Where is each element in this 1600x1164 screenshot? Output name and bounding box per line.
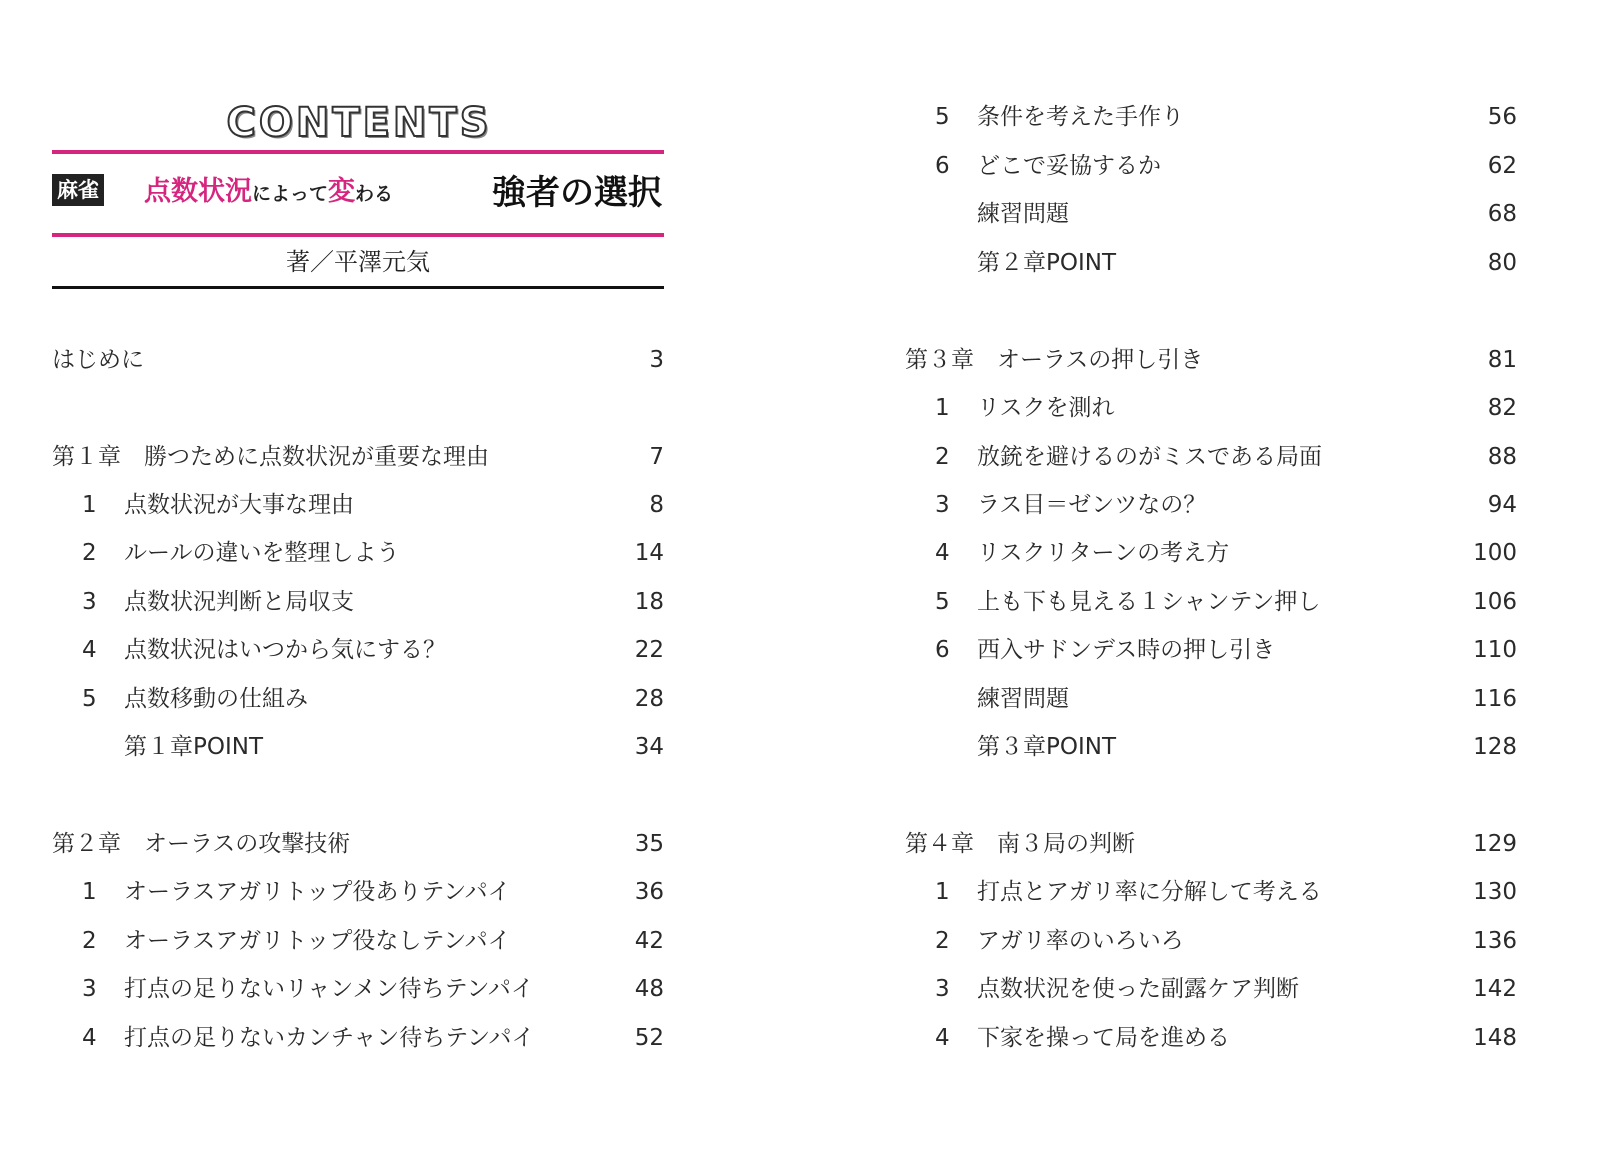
toc-label: 第４章 南３局の判断 xyxy=(905,831,1135,857)
toc-label: 下家を操って局を進める xyxy=(977,1025,1230,1051)
toc-page: 110 xyxy=(1473,637,1517,663)
toc-entry[interactable] xyxy=(82,923,664,959)
toc-page: 62 xyxy=(1487,153,1517,179)
toc-label: 西入サドンデス時の押し引き xyxy=(977,637,1276,663)
subtitle-part: わる xyxy=(355,183,394,205)
subtitle-part: 変 xyxy=(328,176,356,207)
toc-label: オーラスアガリトップ役ありテンパイ xyxy=(124,879,511,905)
toc-number: 3 xyxy=(935,976,950,1002)
toc-entry[interactable] xyxy=(82,1020,664,1056)
toc-page: 14 xyxy=(634,540,664,566)
toc-page: 148 xyxy=(1473,1025,1517,1051)
toc-entry[interactable] xyxy=(935,487,1517,523)
toc-page: 36 xyxy=(634,879,664,905)
toc-label: リスクを測れ xyxy=(977,395,1115,421)
toc-label: 点数状況が大事な理由 xyxy=(124,492,354,518)
toc-entry[interactable] xyxy=(935,632,1517,668)
toc-number: 5 xyxy=(935,589,950,615)
toc-number: 2 xyxy=(935,928,950,954)
toc-number: 2 xyxy=(82,928,97,954)
toc-label: 練習問題 xyxy=(977,201,1069,227)
toc-label: 点数状況はいつから気にする？ xyxy=(124,637,446,663)
toc-entry[interactable] xyxy=(82,729,664,765)
toc-page: 35 xyxy=(634,831,664,857)
toc-number: 3 xyxy=(935,492,950,518)
toc-label: 条件を考えた手作り xyxy=(977,104,1184,130)
toc-chapter-heading[interactable] xyxy=(905,342,1517,378)
toc-page: 81 xyxy=(1487,347,1517,373)
toc-page: 136 xyxy=(1473,928,1517,954)
toc-page: 8 xyxy=(649,492,664,518)
toc-entry[interactable] xyxy=(935,439,1517,475)
book-title-row xyxy=(52,168,664,220)
toc-entry[interactable] xyxy=(935,923,1517,959)
toc-label: ルールの違いを整理しよう xyxy=(124,540,400,566)
toc-page: 80 xyxy=(1487,250,1517,276)
toc-chapter-heading[interactable] xyxy=(52,826,664,862)
toc-number: 2 xyxy=(82,540,97,566)
toc-entry[interactable] xyxy=(82,971,664,1007)
book-main-title: 強者の選択 xyxy=(492,173,662,213)
toc-label: アガリ率のいろいろ xyxy=(977,928,1184,954)
toc-page: 7 xyxy=(649,444,664,470)
toc-page: 128 xyxy=(1473,734,1517,760)
toc-page: 22 xyxy=(634,637,664,663)
toc-entry[interactable] xyxy=(935,681,1517,717)
toc-entry[interactable] xyxy=(935,196,1517,232)
toc-page: 82 xyxy=(1487,395,1517,421)
mahjong-badge: 麻雀 xyxy=(52,174,104,206)
pink-rule-top xyxy=(52,150,664,154)
toc-number: 4 xyxy=(82,1025,97,1051)
toc-number: 1 xyxy=(82,879,97,905)
toc-entry[interactable] xyxy=(935,971,1517,1007)
toc-entry[interactable] xyxy=(82,874,664,910)
toc-number: 1 xyxy=(82,492,97,518)
toc-number: 4 xyxy=(935,1025,950,1051)
toc-page: 3 xyxy=(649,347,664,373)
toc-entry[interactable] xyxy=(82,681,664,717)
toc-number: 6 xyxy=(935,637,950,663)
toc-number: 5 xyxy=(935,104,950,130)
toc-page: 88 xyxy=(1487,444,1517,470)
toc-number: 3 xyxy=(82,976,97,1002)
toc-page: 68 xyxy=(1487,201,1517,227)
toc-number: 1 xyxy=(935,395,950,421)
toc-label: 点数状況を使った副露ケア判断 xyxy=(977,976,1299,1002)
toc-page: 48 xyxy=(634,976,664,1002)
toc-page: 129 xyxy=(1473,831,1517,857)
toc-page: 34 xyxy=(634,734,664,760)
toc-number: 4 xyxy=(935,540,950,566)
toc-label: はじめに xyxy=(52,347,144,373)
toc-entry[interactable] xyxy=(935,535,1517,571)
toc-page: 130 xyxy=(1473,879,1517,905)
toc-entry[interactable] xyxy=(935,390,1517,426)
toc-label: 放銃を避けるのがミスである局面 xyxy=(977,444,1322,470)
toc-number: 4 xyxy=(82,637,97,663)
book-subtitle xyxy=(144,172,393,215)
contents-heading: CONTENTS xyxy=(226,100,492,146)
toc-label: 点数移動の仕組み xyxy=(124,686,308,712)
toc-label: ラス目＝ゼンツなの？ xyxy=(977,492,1207,518)
black-rule xyxy=(52,286,664,289)
toc-page: 18 xyxy=(634,589,664,615)
toc-entry[interactable] xyxy=(82,487,664,523)
toc-label: 練習問題 xyxy=(977,686,1069,712)
toc-entry[interactable] xyxy=(935,245,1517,281)
toc-label: 打点とアガリ率に分解して考える xyxy=(977,879,1322,905)
toc-label: どこで妥協するか xyxy=(977,153,1161,179)
subtitle-part: によって xyxy=(252,183,329,205)
toc-chapter-heading[interactable] xyxy=(52,439,664,475)
toc-entry-intro[interactable] xyxy=(52,342,664,378)
toc-number: 1 xyxy=(935,879,950,905)
toc-label: 第２章POINT xyxy=(977,250,1117,276)
toc-entry[interactable] xyxy=(82,535,664,571)
toc-page: 42 xyxy=(634,928,664,954)
toc-page: 28 xyxy=(634,686,664,712)
toc-label: 第３章POINT xyxy=(977,734,1117,760)
pink-rule-bottom xyxy=(52,233,664,237)
toc-entry[interactable] xyxy=(935,584,1517,620)
toc-entry[interactable] xyxy=(82,632,664,668)
toc-page: 142 xyxy=(1473,976,1517,1002)
toc-page: 106 xyxy=(1473,589,1517,615)
toc-entry[interactable] xyxy=(935,148,1517,184)
toc-label: オーラスアガリトップ役なしテンパイ xyxy=(124,928,511,954)
toc-entry[interactable] xyxy=(935,1020,1517,1056)
toc-page: 52 xyxy=(634,1025,664,1051)
toc-label: 点数状況判断と局収支 xyxy=(124,589,354,615)
subtitle-part: 点数状況 xyxy=(144,176,252,207)
toc-label: 上も下も見える１シャンテン押し xyxy=(977,589,1321,615)
toc-page: 116 xyxy=(1473,686,1517,712)
toc-number: 2 xyxy=(935,444,950,470)
toc-page: 56 xyxy=(1487,104,1517,130)
toc-label: 第１章 勝つために点数状況が重要な理由 xyxy=(52,444,489,470)
toc-label: 第１章POINT xyxy=(124,734,264,760)
toc-label: 打点の足りないリャンメン待ちテンパイ xyxy=(124,976,534,1002)
toc-label: 第２章 オーラスの攻撃技術 xyxy=(52,831,351,857)
toc-page: 100 xyxy=(1473,540,1517,566)
toc-chapter-heading[interactable] xyxy=(905,826,1517,862)
toc-entry[interactable] xyxy=(935,874,1517,910)
toc-number: 6 xyxy=(935,153,950,179)
toc-entry[interactable] xyxy=(82,584,664,620)
toc-entry[interactable] xyxy=(935,99,1517,135)
toc-number: 3 xyxy=(82,589,97,615)
toc-label: リスクリターンの考え方 xyxy=(977,540,1230,566)
toc-entry[interactable] xyxy=(935,729,1517,765)
author-credit: 著／平澤元気 xyxy=(286,248,430,276)
toc-number: 5 xyxy=(82,686,97,712)
toc-label: 打点の足りないカンチャン待ちテンパイ xyxy=(124,1025,535,1051)
toc-label: 第３章 オーラスの押し引き xyxy=(905,347,1204,373)
toc-page: 94 xyxy=(1487,492,1517,518)
